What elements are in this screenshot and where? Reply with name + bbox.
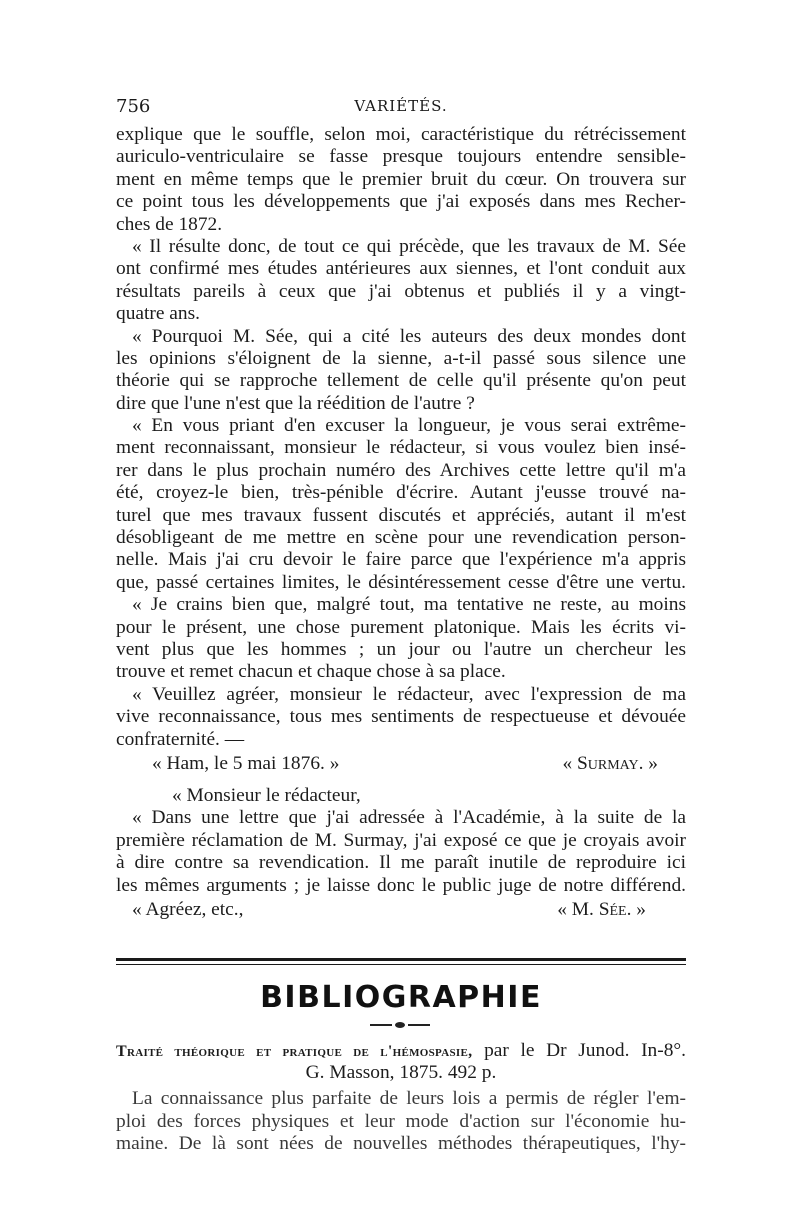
text-line: « Je crains bien que, malgré tout, ma tentative ne reste, au moins [132,594,686,616]
text-line: été, croyez-le bien, très-pénible d'écrire. Autant j'eusse trouvé na- [116,482,686,504]
text-line: quatre ans. [116,303,200,325]
body-text [116,124,686,923]
text-line: « En vous priant d'en excuser la longueur, je vous serai extrême- [132,415,686,437]
reference-publisher: G. Masson, 1875. 492 p. [305,1062,497,1084]
running-title: VARIÉTÉS. [354,97,448,115]
text-line: maine. De là sont nées de nouvelles méthodes thérapeutiques, l'hy- [116,1133,686,1155]
text-line: « Il résulte donc, de tout ce qui précède, que les travaux de M. Sée [132,235,686,257]
rule-thick [116,958,686,961]
text-line: théorie qui se rapproche tellement de celle qu'il présente qu'on peut [116,370,686,392]
text-line: nelle. Mais j'ai cru devoir le faire parce que l'expérience m'a appris [116,549,686,571]
page-number: 756 [116,96,151,117]
text-line: les mêmes arguments ; je laisse donc le public juge de notre différend. [116,874,686,896]
signature-place-date: « Ham, le 5 mai 1876. » [152,752,340,774]
text-line: explique que le souffle, selon moi, caractéristique du rétrécissement [116,124,686,145]
text-line: auriculo-ventriculaire se fasse presque toujours entendre sensible- [116,146,686,168]
signature-block [116,753,686,777]
spacer [116,777,686,785]
page-header [116,96,686,122]
text-line: ment reconnaissant, monsieur le rédacteur, si vous voulez bien insé- [116,437,686,459]
text-line: « Veuillez agréer, monsieur le rédacteur, avec l'expression de ma [132,683,686,705]
text-line: La connaissance plus parfaite de leurs lois a permis de régler l'em- [132,1088,686,1110]
signature-closing: « Agréez, etc., [132,898,244,920]
text-line: désobligeant de me mettre en scène pour une revendication person- [116,527,686,549]
text-line: à dire contre sa revendication. Il me paraît inutile de reproduire ici [116,852,686,874]
reference-author: par le Dr Junod. In-8°. [484,1040,686,1061]
text-line: rer dans le plus prochain numéro des Archives cette lettre qu'il m'a [116,459,686,481]
text-line: « Pourquoi M. Sée, qui a cité les auteurs des deux mondes dont [132,325,686,347]
ornament-divider-icon [370,1022,430,1028]
text-line: « Monsieur le rédacteur, [172,784,361,806]
signature-name: « M. Sée. » [557,898,646,920]
text-line: confraternité. — [116,728,245,750]
text-line: ploi des forces physiques et leur mode d'action sur l'économie hu- [116,1110,686,1132]
bibliography-entry [116,1040,686,1156]
section-title: BIBLIOGRAPHIE [260,980,542,1015]
text-line: résultats pareils à ceux que j'ai obtenus et publiés il y a vingt- [116,280,686,302]
reference-title: Traité théorique et pratique de l'hémospasie, [116,1043,473,1060]
text-line: les opinions s'éloignent de la sienne, a-t-il passé sous silence une [116,347,686,369]
text-line: « Dans une lettre que j'ai adressée à l'Académie, à la suite de la [132,807,686,829]
reference-line [116,1040,686,1062]
text-line: ches de 1872. [116,213,223,235]
text-line: que, passé certaines limites, le désintéressement cesse d'être une vertu. [116,571,686,593]
text-line: ont confirmé mes études antérieures aux siennes, et l'ont conduit aux [116,258,686,280]
text-line: trouve et remet chacun et chaque chose à sa place. [116,661,506,683]
text-line: vive reconnaissance, tous mes sentiments de respectueuse et dévouée [116,706,686,728]
signature-name: « Surmay. » [562,752,658,774]
text-line: ment en même temps que le premier bruit du cœur. On trouvera sur [116,168,686,190]
text-line: pour le présent, une chose purement platonique. Mais les écrits vi- [116,616,686,638]
text-line: dire que l'une n'est que la réédition de l'autre ? [116,392,475,414]
text-line: vent plus que les hommes ; un jour ou l'autre un chercheur les [116,638,686,660]
section-rule [116,958,686,965]
text-line: ce point tous les développements que j'ai exposés dans mes Recher- [116,191,686,213]
rule-thin [116,964,686,965]
text-line: première réclamation de M. Surmay, j'ai exposé ce que je croyais avoir [116,829,686,851]
text-line: turel que mes travaux fussent discutés et appréciés, autant il m'est [116,504,686,526]
signature-block [116,899,686,923]
